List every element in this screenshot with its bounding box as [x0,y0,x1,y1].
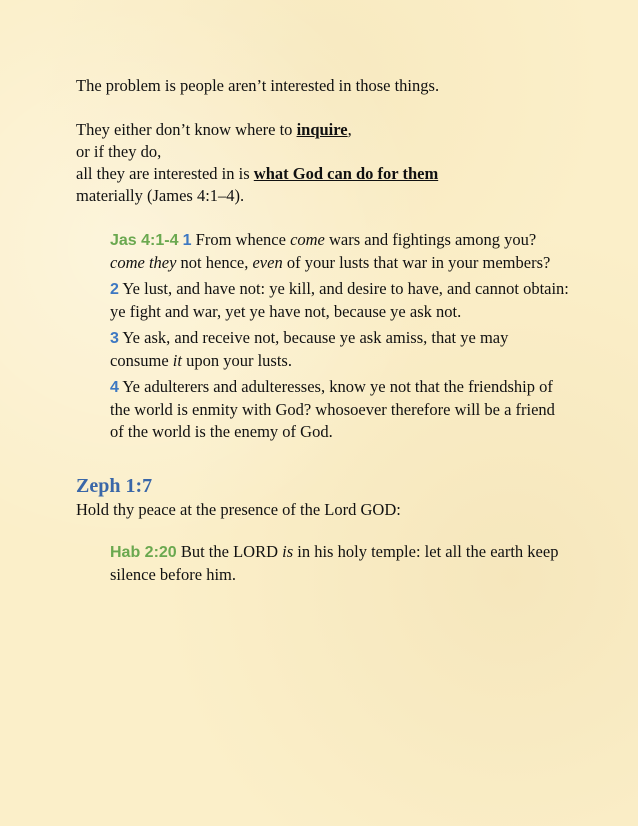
zeph-text: Hold thy peace at the presence of the Lord GOD: [76,500,401,519]
document-body [76,75,596,586]
intro-line-4 [76,163,596,185]
verse-italic: come they [110,253,177,272]
james-verse-3 [110,327,570,372]
intro-line-2 [76,119,596,141]
james-quote [110,229,570,443]
verse-number: 1 [182,232,192,249]
verse-text: upon your lusts. [181,351,292,370]
verse-italic: is [282,542,294,561]
verse-text: Ye ask, and receive not, because ye ask amiss, that ye may consume [110,328,509,370]
verse-italic: it [172,351,182,370]
what-god-can-do-link[interactable]: what God can do for them [253,164,439,183]
intro-text: , [347,120,352,139]
verse-text: But the LORD [176,542,283,561]
verse-text: From whence [191,230,291,249]
hab-reference: Hab 2:20 [110,544,177,561]
verse-text: wars and fightings among you? [324,230,537,249]
zeph-heading: Zeph 1:7 [76,475,153,497]
inquire-link[interactable]: inquire [296,120,348,139]
intro-line-3: or if they do, [76,142,162,161]
hab-quote [110,541,570,586]
verse-text: not hence, [176,253,253,272]
verse-italic: come [290,230,325,249]
hab-verse [110,541,570,586]
verse-text: Ye adulterers and adulteresses, know ye not that the friendship of the world is enmity with God? whosoever therefore will be a friend of the world is the enemy of God. [110,377,555,441]
verse-text: in his holy temple: let all the earth keep silence before him. [110,542,559,584]
intro-text: all they are interested in is [76,164,254,183]
james-verse-2 [110,278,570,323]
verse-number: 3 [110,330,119,347]
verse-number: 2 [110,281,119,298]
intro-line-1: The problem is people aren’t interested in those things. [76,76,440,95]
intro-text: They either don’t know where to [76,120,297,139]
james-verse-1 [110,229,570,274]
james-verse-4 [110,376,570,443]
intro-line-5: materially (James 4:1–4). [76,186,245,205]
verse-text: of your lusts that war in your members? [282,253,551,272]
verse-text: Ye lust, and have not: ye kill, and desire to have, and cannot obtain: ye fight and war, yet ye have not, because ye ask not. [110,279,569,321]
james-reference: Jas 4:1-4 [110,232,179,249]
verse-number: 4 [110,379,119,396]
verse-italic: even [252,253,283,272]
